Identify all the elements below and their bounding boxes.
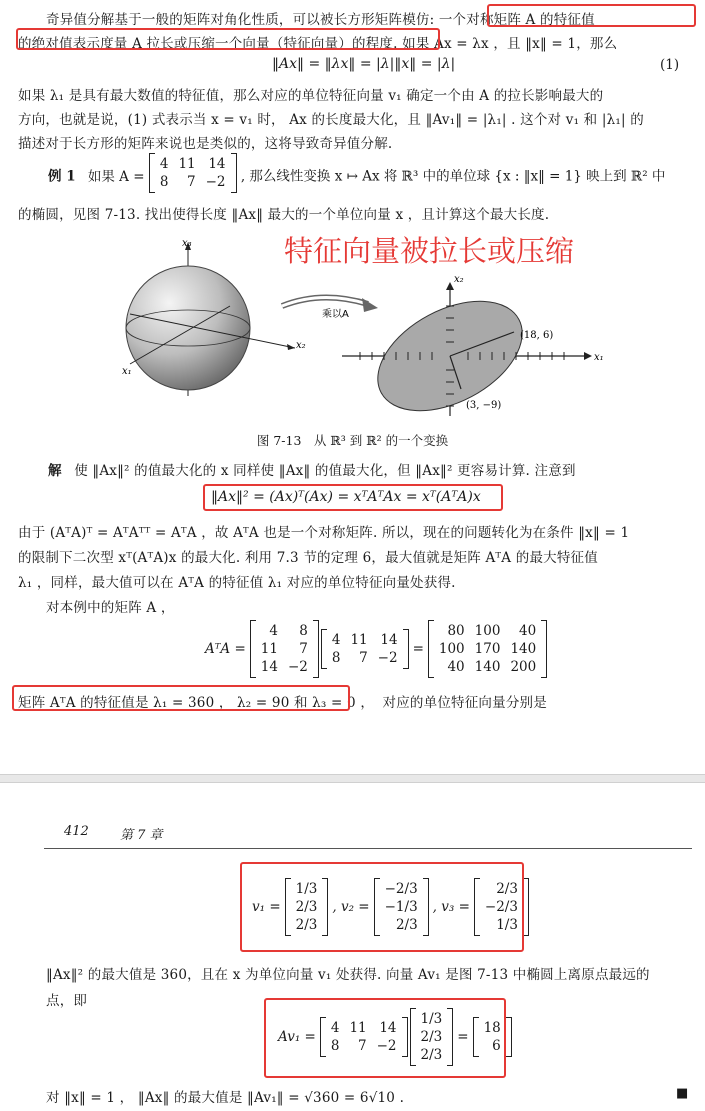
matrix-cell: 2/3 xyxy=(420,1029,443,1045)
matrix-cell: 2/3 xyxy=(295,899,318,915)
final-line: 对 ‖x‖ = 1 ， ‖Ax‖ 的最大值是 ‖Av₁‖ = √360 = 6√10 . xyxy=(46,1090,405,1106)
matrix-cell: −1/3 xyxy=(384,899,418,915)
matrix-cell: 1/3 xyxy=(496,917,518,933)
point-18-6-label: (18, 6) xyxy=(520,330,554,341)
end-of-proof-mark: ■ xyxy=(676,1086,689,1101)
matrix-ATA xyxy=(428,620,547,678)
highlight-box-5 xyxy=(240,862,524,952)
matrix-cell: 11 xyxy=(350,632,368,648)
matrix-cell: 8 xyxy=(299,623,308,639)
matrix-cell: 2/3 xyxy=(420,1047,443,1063)
arrow-label: 乘以A xyxy=(322,309,349,320)
x1-label-left: x₁ xyxy=(122,366,132,377)
highlight-box-3 xyxy=(203,484,503,511)
example-text-a: 如果 A = xyxy=(87,168,145,185)
unit-sphere xyxy=(126,266,250,390)
matrix-cell: 4 xyxy=(269,623,278,639)
eigenvalues-text: 矩阵 AᵀA 的特征值是 λ₁ = 360 ， λ₂ = 90 和 λ₃ = 0 ， xyxy=(18,695,375,711)
transform-arrow xyxy=(282,297,378,320)
matrix-cell: 4 xyxy=(330,1020,340,1036)
para2-line2: 方向，也就是说，(1) 式表示当 x = v₁ 时， Ax 的长度最大化，且 ‖Av₁‖ = |λ₁| . 这个对 v₁ 和 |λ₁| 的 xyxy=(18,112,644,128)
matrix-cell: 8 xyxy=(159,174,169,190)
para1-text-b: 如果 Ax = λx ，且 ‖x‖ = 1，那么 xyxy=(402,36,618,52)
matrix-cell: 80 xyxy=(447,623,465,639)
solution-line4: λ₁ ，同样，最大值可以在 AᵀA 的特征值 λ₁ 对应的单位特征向量处获得. xyxy=(18,575,456,591)
matrix-cell: 170 xyxy=(474,641,501,657)
matrix-cell: 100 xyxy=(438,641,465,657)
equation-1: ‖Ax‖ = ‖λx‖ = |λ|‖x‖ = |λ| xyxy=(272,56,456,72)
matrix-cell: −2/3 xyxy=(484,899,518,915)
ata-equation: AᵀA = 4 8 11 7 14 −2 4 11 14 8 7 −2 = 80 100 40 100 170 140 40 140 200 xyxy=(205,620,547,678)
matrix-cell: 14 xyxy=(260,659,278,675)
av1-equation: Av₁ = 4 11 14 8 7 −2 1/3 2/3 2/3 = 18 6 xyxy=(278,1008,512,1066)
matrix-cell: 18 xyxy=(483,1020,501,1036)
matrix-cell: 2/3 xyxy=(395,917,418,933)
matrix-cell: 11 xyxy=(260,641,278,657)
x2-label-right: x₂ xyxy=(454,274,464,285)
point-3-neg9-label: (3, −9) xyxy=(466,400,502,411)
ellipse-diagram xyxy=(342,274,604,426)
sphere-diagram xyxy=(122,238,306,396)
matrix-cell: 140 xyxy=(510,641,537,657)
v2-label: , v₂ = xyxy=(332,899,370,915)
eigenvectors-intro: 对应的单位特征向量分别是 xyxy=(382,695,547,711)
solution-line3: 的限制下二次型 xᵀ(AᵀA)x 的最大化. 利用 7.3 节的定理 6，最大值就是矩阵 AᵀA 的最大特征值 xyxy=(18,550,598,566)
solution-line2: 由于 (AᵀA)ᵀ = AᵀAᵀᵀ = AᵀA ，故 AᵀA 也是一个对称矩阵. 所以，现在的问题转化为在条件 ‖x‖ = 1 xyxy=(18,525,630,541)
example-label: 例 1 xyxy=(48,168,76,185)
matrix-cell: 11 xyxy=(178,156,196,172)
matrix-cell: 4 xyxy=(331,632,341,648)
solution-line5: 对本例中的矩阵 A ， xyxy=(46,600,175,616)
matrix-cell: 7 xyxy=(299,641,308,657)
highlight-text-1b: 的绝对值表示度量 A 拉长或压缩一个向量（特征向量）的程度. xyxy=(18,36,398,52)
matrix-cell: 8 xyxy=(331,650,341,666)
matrix-cell: −2 xyxy=(376,1038,397,1054)
highlight-box-2 xyxy=(16,28,440,50)
example-text-b: , 那么线性变换 x ↦ Ax 将 ℝ³ 中的单位球 {x : ‖x‖ = 1} 映上到 ℝ² 中 xyxy=(240,168,666,185)
ata-lhs: AᵀA = xyxy=(205,641,246,657)
matrix-cell: 2/3 xyxy=(496,881,518,897)
matrix-cell: 8 xyxy=(330,1038,340,1054)
page-divider xyxy=(0,774,705,783)
matrix-A-repeat xyxy=(321,629,409,669)
matrix-cell: 4 xyxy=(159,156,169,172)
para1-text-a: 奇异值分解基于一般的矩阵对角化性质，可以被长方形矩阵模仿: xyxy=(46,12,435,28)
highlight-box-4 xyxy=(12,685,350,711)
page2-para-line1: ‖Ax‖² 的最大值是 360，且在 x 为单位向量 v₁ 处获得. 向量 Av₁ 是图 7-13 中椭圆上离原点最远的 xyxy=(46,967,650,983)
highlight-box-6 xyxy=(264,998,506,1078)
equation-2: ‖Ax‖² = (Ax)ᵀ(Ax) = xᵀAᵀAx = xᵀ(AᵀA)x xyxy=(211,489,481,505)
para2-line3: 描述对于长方形的矩阵来说也是类似的，这将导致奇异值分解. xyxy=(18,136,393,152)
solution-text-1: 使 ‖Ax‖² 的值最大化的 x 同样使 ‖Ax‖ 的值最大化，但 ‖Ax‖² 更容易计算. 注意到 xyxy=(74,463,576,479)
matrix-cell: −2 xyxy=(377,650,398,666)
matrix-A xyxy=(149,153,237,193)
para2-line1: 如果 λ₁ 是具有最大数值的特征值，那么对应的单位特征向量 v₁ 确定一个由 A 的拉长影响最大的 xyxy=(18,88,604,104)
matrix-cell: 200 xyxy=(510,659,537,675)
red-annotation-heading: 特征向量被拉长或压缩 xyxy=(284,234,575,268)
matrix-cell: 40 xyxy=(519,623,537,639)
matrix-cell: 140 xyxy=(474,659,501,675)
matrix-cell: −2/3 xyxy=(384,881,418,897)
x2-label-left: x₂ xyxy=(296,340,306,351)
matrix-cell: 2/3 xyxy=(295,917,318,933)
matrix-cell: 1/3 xyxy=(420,1011,443,1027)
figure-7-13 xyxy=(110,236,690,426)
v1-label: v₁ = xyxy=(252,899,281,915)
solution-label: 解 xyxy=(48,463,62,479)
matrix-cell: 14 xyxy=(379,1020,397,1036)
matrix-cell: 7 xyxy=(359,650,368,666)
matrix-cell: 7 xyxy=(358,1038,367,1054)
matrix-cell: −2 xyxy=(205,174,226,190)
highlight-box-1 xyxy=(487,4,696,27)
matrix-cell: 100 xyxy=(474,623,501,639)
x3-label: x₃ xyxy=(182,238,192,249)
matrix-cell: −2 xyxy=(287,659,308,675)
matrix-cell: 14 xyxy=(208,156,226,172)
matrix-cell: 6 xyxy=(492,1038,501,1054)
highlight-text-1a: 一个对称矩阵 A 的特征值 xyxy=(438,12,595,28)
av1-label: Av₁ = xyxy=(278,1029,316,1045)
matrix-cell: 40 xyxy=(447,659,465,675)
example-line2: 的椭圆，见图 7-13. 找出使得长度 ‖Ax‖ 最大的一个单位向量 x ，且计算这个最大长度. xyxy=(18,207,550,223)
figure-caption: 图 7-13 从 ℝ³ 到 ℝ² 的一个变换 xyxy=(256,433,449,448)
matrix-cell: 1/3 xyxy=(295,881,318,897)
matrix-AT xyxy=(250,620,319,678)
example-line1 xyxy=(48,156,666,193)
x1-label-right: x₁ xyxy=(594,352,604,363)
chapter-label: 第 7 章 xyxy=(120,828,163,843)
matrix-cell: 14 xyxy=(380,632,398,648)
solution-line1 xyxy=(48,459,576,479)
v3-label: , v₃ = xyxy=(432,899,470,915)
page-number: 412 xyxy=(64,824,89,839)
matrix-cell: 11 xyxy=(349,1020,367,1036)
matrix-cell: 7 xyxy=(187,174,196,190)
equation-1-number: (1) xyxy=(660,57,680,73)
header-rule xyxy=(44,848,692,849)
page2-para-line2: 点，即 xyxy=(46,993,88,1009)
